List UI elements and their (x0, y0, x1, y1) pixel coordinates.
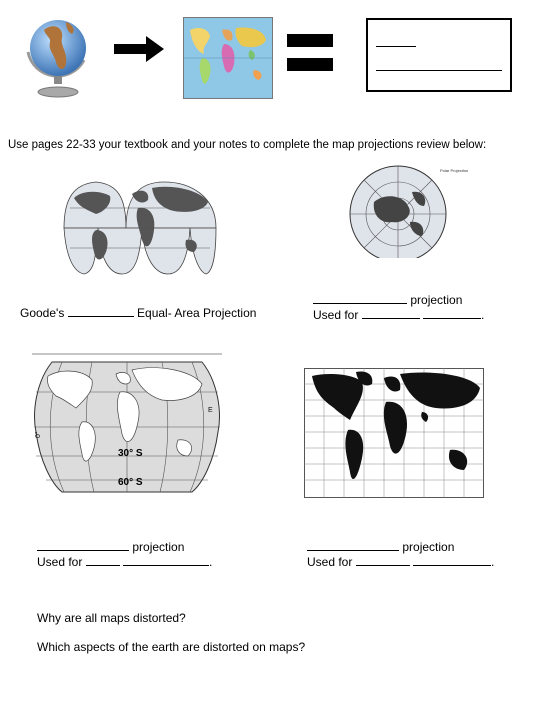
answer-blank-long[interactable] (376, 70, 502, 71)
robinson-label-line2: Used for . (37, 555, 213, 569)
polar-label-line1 (313, 292, 462, 307)
mercator-line2-prefix: Used for (307, 555, 353, 569)
robinson-use-blank-1[interactable] (86, 554, 120, 566)
mercator-line1-suffix: projection (402, 540, 455, 554)
robinson-lat-60s: 60° S (118, 477, 143, 488)
globe-icon (20, 8, 92, 100)
instructions-text: Use pages 22-33 your textbook and your notes to complete the map projections review below: (8, 139, 487, 151)
robinson-use-blank-2[interactable] (123, 554, 209, 566)
mercator-use-blank-2[interactable] (413, 554, 491, 566)
answer-blank-short[interactable] (376, 46, 416, 47)
goode-map-image (60, 178, 220, 278)
mercator-label-line2: Used for . (307, 555, 495, 569)
polar-line2-prefix: Used for (313, 308, 359, 322)
mercator-use-blank-1[interactable] (356, 554, 410, 566)
polar-use-blank-2[interactable] (423, 307, 481, 319)
robinson-map-image (32, 352, 222, 500)
arrow-right-icon (114, 34, 164, 64)
svg-text:0°: 0° (35, 431, 42, 438)
equals-icon (287, 34, 333, 74)
robinson-name-blank[interactable] (37, 539, 129, 551)
goode-blank[interactable] (68, 305, 134, 317)
polar-label-line2: Used for . (313, 308, 485, 322)
goode-label-prefix: Goode's (20, 306, 65, 320)
question-1: Why are all maps distorted? (37, 611, 186, 625)
polar-line1-suffix: projection (410, 293, 463, 307)
mercator-label-line1 (307, 539, 454, 554)
world-map-icon (183, 17, 273, 99)
svg-text:Polar Projection: Polar Projection (440, 168, 469, 173)
polar-name-blank[interactable] (313, 292, 407, 304)
question-2: Which aspects of the earth are distorted on maps? (37, 640, 306, 654)
robinson-line1-suffix: projection (132, 540, 185, 554)
svg-text:E: E (208, 407, 213, 414)
mercator-name-blank[interactable] (307, 539, 399, 551)
answer-box[interactable] (366, 18, 512, 92)
goode-label-suffix: Equal- Area Projection (137, 306, 257, 320)
robinson-lat-30s: 30° S (118, 448, 143, 459)
mercator-map-image (304, 368, 484, 498)
polar-use-blank-1[interactable] (362, 307, 420, 319)
robinson-label-line1 (37, 539, 184, 554)
polar-map-image (330, 162, 470, 258)
robinson-line2-prefix: Used for (37, 555, 83, 569)
goode-label (20, 305, 256, 320)
